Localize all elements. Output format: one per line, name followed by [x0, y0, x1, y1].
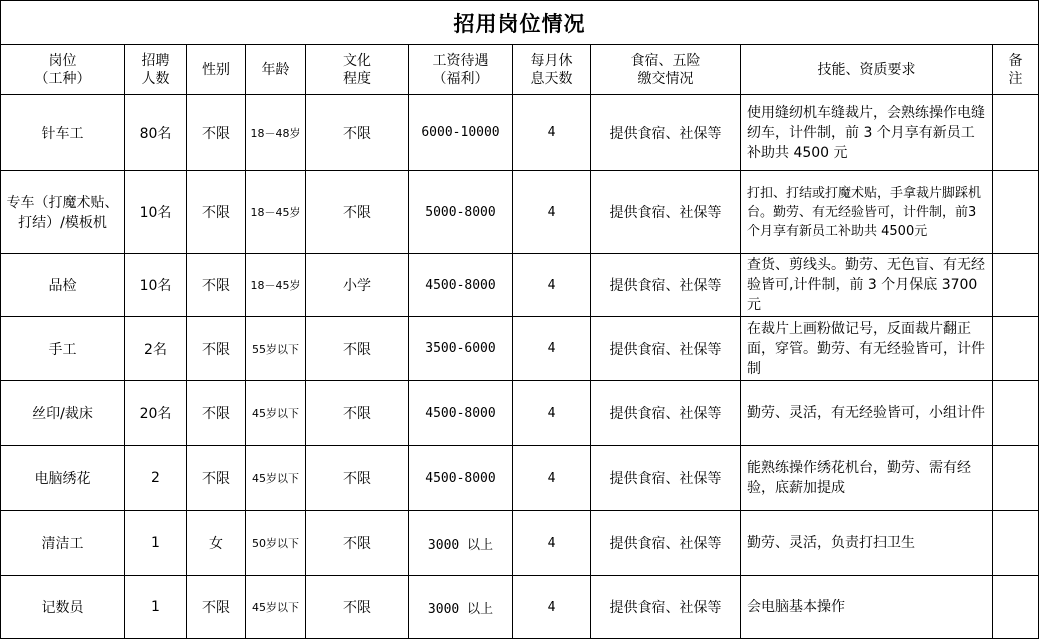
header-rest-days-line2: 息天数 — [530, 70, 573, 87]
cell-skills: 能熟练操作绣花机台，勤劳、需有经验，底薪加提成 — [741, 446, 993, 511]
header-count-line1: 招聘 — [141, 52, 170, 69]
cell-benefits: 提供食宿、社保等 — [591, 511, 741, 576]
cell-gender: 不限 — [187, 95, 246, 171]
header-education-line2: 程度 — [343, 70, 371, 87]
cell-salary: 3000 以上 — [409, 511, 513, 576]
header-skills — [741, 45, 993, 95]
cell-skills: 查货、剪线头。勤劳、无色盲、有无经验皆可,计件制，前 3 个月保底 3700元 — [741, 254, 993, 317]
cell-benefits: 提供食宿、社保等 — [591, 254, 741, 317]
header-benefits — [591, 45, 741, 95]
cell-skills: 打扣、打结或打魔术贴，手拿裁片脚踩机台。勤劳、有无经验皆可，计件制，前3个月享有新员工补助共 4500元 — [741, 171, 993, 254]
cell-age: 45岁以下 — [246, 381, 306, 446]
header-benefits-line1: 食宿、五险 — [630, 52, 701, 69]
header-notes-line2: 注 — [1008, 70, 1023, 87]
cell-education: 小学 — [306, 254, 409, 317]
table-row — [1, 95, 1039, 171]
cell-notes — [993, 171, 1039, 254]
cell-count: 10名 — [125, 171, 187, 254]
cell-position: 手工 — [1, 317, 125, 381]
cell-count: 1 — [125, 576, 187, 639]
cell-notes — [993, 381, 1039, 446]
cell-salary: 4500-8000 — [409, 254, 513, 317]
cell-age: 18－48岁 — [246, 95, 306, 171]
cell-position: 针车工 — [1, 95, 125, 171]
cell-education: 不限 — [306, 171, 409, 254]
cell-skills: 勤劳、灵活，有无经验皆可，小组计件 — [741, 381, 993, 446]
header-salary-line2: （福利） — [432, 70, 489, 87]
header-age — [246, 45, 306, 95]
header-gender-line1: 性别 — [202, 61, 230, 78]
cell-gender: 不限 — [187, 381, 246, 446]
cell-notes — [993, 576, 1039, 639]
table-row — [1, 171, 1039, 254]
header-gender — [187, 45, 246, 95]
cell-education: 不限 — [306, 576, 409, 639]
cell-count: 10名 — [125, 254, 187, 317]
cell-rest-days: 4 — [513, 511, 591, 576]
header-count — [125, 45, 187, 95]
cell-benefits: 提供食宿、社保等 — [591, 317, 741, 381]
cell-salary: 6000-10000 — [409, 95, 513, 171]
cell-notes — [993, 254, 1039, 317]
cell-age: 45岁以下 — [246, 576, 306, 639]
header-position — [1, 45, 125, 95]
table-row — [1, 446, 1039, 511]
cell-age: 18－45岁 — [246, 171, 306, 254]
cell-position: 专车（打魔术贴、打结）/模板机 — [1, 171, 125, 254]
header-notes — [993, 45, 1039, 95]
table-row — [1, 381, 1039, 446]
header-row — [1, 45, 1039, 95]
cell-education: 不限 — [306, 381, 409, 446]
cell-notes — [993, 317, 1039, 381]
cell-age: 55岁以下 — [246, 317, 306, 381]
header-age-line1: 年龄 — [261, 61, 290, 78]
table-row — [1, 254, 1039, 317]
cell-benefits: 提供食宿、社保等 — [591, 381, 741, 446]
cell-skills: 会电脑基本操作 — [741, 576, 993, 639]
cell-count: 2名 — [125, 317, 187, 381]
cell-education: 不限 — [306, 317, 409, 381]
cell-rest-days: 4 — [513, 95, 591, 171]
header-benefits-line2: 缴交情况 — [637, 70, 694, 87]
header-skills-line1: 技能、资质要求 — [817, 61, 916, 78]
cell-education: 不限 — [306, 446, 409, 511]
cell-count: 1 — [125, 511, 187, 576]
header-position-line2: （工种） — [34, 70, 91, 87]
cell-count: 80名 — [125, 95, 187, 171]
cell-notes — [993, 446, 1039, 511]
cell-notes — [993, 511, 1039, 576]
cell-benefits: 提供食宿、社保等 — [591, 95, 741, 171]
cell-position: 电脑绣花 — [1, 446, 125, 511]
header-count-line2: 人数 — [141, 70, 170, 87]
cell-notes — [993, 95, 1039, 171]
cell-rest-days: 4 — [513, 576, 591, 639]
cell-benefits: 提供食宿、社保等 — [591, 446, 741, 511]
header-education — [306, 45, 409, 95]
cell-gender: 不限 — [187, 171, 246, 254]
cell-rest-days: 4 — [513, 446, 591, 511]
cell-count: 2 — [125, 446, 187, 511]
table-row — [1, 511, 1039, 576]
cell-salary: 4500-8000 — [409, 381, 513, 446]
cell-rest-days: 4 — [513, 381, 591, 446]
header-salary-line1: 工资待遇 — [432, 52, 489, 69]
cell-gender: 不限 — [187, 576, 246, 639]
cell-age: 18－45岁 — [246, 254, 306, 317]
header-notes-line1: 备 — [1008, 52, 1023, 69]
cell-skills: 勤劳、灵活，负责打扫卫生 — [741, 511, 993, 576]
table-row — [1, 317, 1039, 381]
cell-position: 记数员 — [1, 576, 125, 639]
cell-rest-days: 4 — [513, 317, 591, 381]
cell-count: 20名 — [125, 381, 187, 446]
cell-position: 丝印/裁床 — [1, 381, 125, 446]
header-position-line1: 岗位 — [48, 52, 77, 69]
cell-gender: 不限 — [187, 446, 246, 511]
header-education-line1: 文化 — [343, 52, 371, 69]
cell-position: 清洁工 — [1, 511, 125, 576]
cell-skills: 在裁片上画粉做记号，反面裁片翻正面，穿管。勤劳、有无经验皆可，计件制 — [741, 317, 993, 381]
cell-salary: 3500-6000 — [409, 317, 513, 381]
header-rest-days — [513, 45, 591, 95]
cell-age: 50岁以下 — [246, 511, 306, 576]
header-salary — [409, 45, 513, 95]
cell-age: 45岁以下 — [246, 446, 306, 511]
cell-rest-days: 4 — [513, 254, 591, 317]
table-title: 招用岗位情况 — [1, 1, 1039, 45]
cell-position: 品检 — [1, 254, 125, 317]
cell-gender: 不限 — [187, 254, 246, 317]
header-rest-days-line1: 每月休 — [530, 52, 573, 69]
cell-education: 不限 — [306, 511, 409, 576]
cell-rest-days: 4 — [513, 171, 591, 254]
cell-benefits: 提供食宿、社保等 — [591, 576, 741, 639]
table-row — [1, 576, 1039, 639]
cell-salary: 3000 以上 — [409, 576, 513, 639]
cell-salary: 5000-8000 — [409, 171, 513, 254]
cell-skills: 使用缝纫机车缝裁片，会熟练操作电缝纫车，计件制，前 3 个月享有新员工补助共 4500 元 — [741, 95, 993, 171]
cell-gender: 不限 — [187, 317, 246, 381]
cell-benefits: 提供食宿、社保等 — [591, 171, 741, 254]
cell-education: 不限 — [306, 95, 409, 171]
cell-gender: 女 — [187, 511, 246, 576]
cell-salary: 4500-8000 — [409, 446, 513, 511]
